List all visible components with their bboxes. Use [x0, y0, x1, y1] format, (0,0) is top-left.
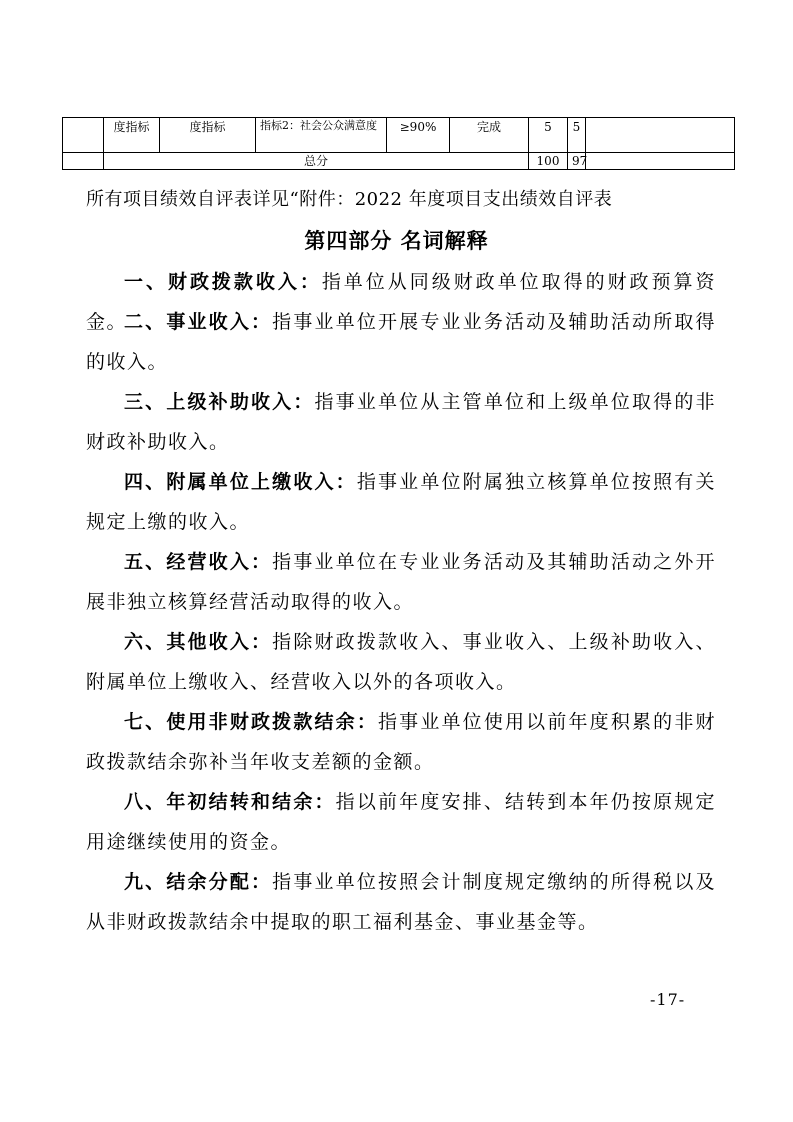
- table-cell-actual: 完成: [450, 118, 529, 153]
- definition-term: 三、上级补助收入：: [124, 391, 315, 413]
- definition-item: [86, 702, 716, 782]
- definition-item: [86, 382, 716, 462]
- definition-text: 指事业单位按照会计制度规定缴纳的所得税以及从非财政拨款结余中提取的职工福利基金、事业基金等。: [86, 871, 716, 933]
- definition-text: 指除财政拨款收入、事业收入、上级补助收入、附属单位上缴收入、经营收入以外的各项收入。: [86, 631, 716, 693]
- table-cell-empty: [63, 118, 104, 153]
- table-cell-empty: [63, 153, 104, 170]
- definition-text: 指事业单位开展专业业务活动及辅助活动所取得的收入。: [86, 311, 716, 373]
- definition-text: 指事业单位在专业业务活动及其辅助活动之外开展非独立核算经营活动取得的收入。: [86, 551, 716, 613]
- table-cell-score: 5: [568, 118, 586, 153]
- definition-item: [86, 862, 716, 942]
- definition-text: 指事业单位使用以前年度积累的非财政拨款结余弥补当年收支差额的金额。: [86, 711, 716, 773]
- table-row: [63, 118, 735, 153]
- definition-item: [86, 542, 716, 622]
- page-number: -17-: [650, 990, 686, 1009]
- definition-item: [86, 622, 716, 702]
- table-cell-weight: 5: [529, 118, 568, 153]
- total-note: [586, 153, 735, 170]
- definition-text: 指以前年度安排、结转到本年仍按原规定用途继续使用的资金。: [86, 791, 716, 853]
- table-row-total: [63, 153, 735, 170]
- definition-item: [86, 782, 716, 862]
- table-cell-target: ≥90%: [387, 118, 450, 153]
- performance-table: [62, 117, 735, 170]
- total-label: 总分: [104, 153, 529, 170]
- definition-item: [86, 462, 716, 542]
- table-cell-level2-indicator: 度指标: [104, 118, 160, 153]
- definition-term: 二、事业收入：: [124, 311, 273, 333]
- definition-text: 指事业单位附属独立核算单位按照有关规定上缴的收入。: [86, 471, 716, 533]
- table-cell-level3-indicator: 度指标: [160, 118, 256, 153]
- definition-term: 四、附属单位上缴收入：: [124, 471, 357, 493]
- definition-term: 六、其他收入：: [124, 631, 273, 653]
- definition-term: 七、使用非财政拨款结余：: [124, 711, 378, 733]
- definition-term: 一、财政拨款收入：: [124, 271, 322, 293]
- definition-item: [86, 302, 716, 382]
- definition-text: 指单位从同级财政单位取得的财政预算资金。: [86, 271, 716, 333]
- total-weight: 100: [529, 153, 568, 170]
- definition-term: 八、年初结转和结余：: [124, 791, 336, 813]
- definition-term: 五、经营收入：: [124, 551, 273, 573]
- total-score: 97: [568, 153, 586, 170]
- definition-term: 九、结余分配：: [124, 871, 273, 893]
- table-cell-note: [586, 118, 735, 153]
- intro-paragraph: 所有项目绩效自评表详见“附件：2022 年度项目支出绩效自评表: [86, 189, 613, 210]
- section-title: 第四部分 名词解释: [304, 228, 489, 253]
- definition-text: 指事业单位从主管单位和上级单位取得的非财政补助收入。: [86, 391, 716, 453]
- table-cell-indicator-name: 指标2：社会公众满意度: [256, 118, 387, 153]
